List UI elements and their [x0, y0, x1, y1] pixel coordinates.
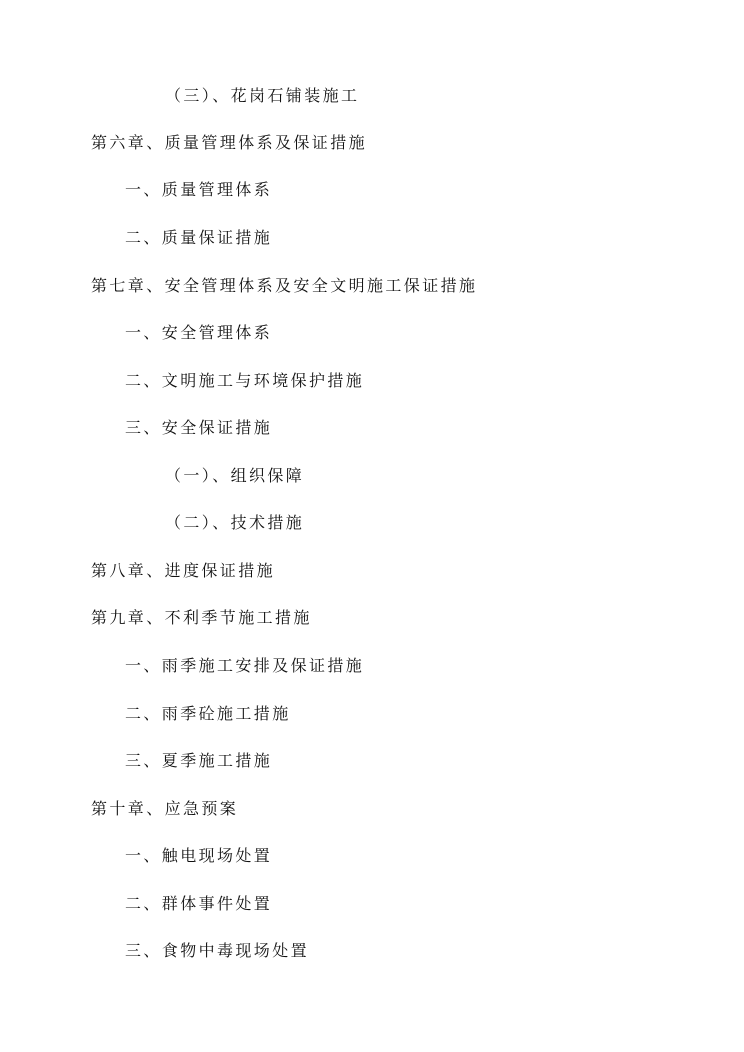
toc-section-quality-measures: 二、质量保证措施: [125, 228, 273, 247]
toc-subsection-granite-paving: （三）、花岗石铺装施工: [165, 86, 360, 105]
toc-section-rainy-season-concrete: 二、雨季砼施工措施: [125, 704, 291, 723]
toc-section-summer-construction: 三、夏季施工措施: [125, 751, 273, 770]
toc-chapter-9: 第九章、不利季节施工措施: [91, 608, 312, 627]
toc-subsection-organization: （一）、组织保障: [165, 466, 305, 485]
toc-chapter-7: 第七章、安全管理体系及安全文明施工保证措施: [91, 276, 478, 295]
toc-section-civilized-construction: 二、文明施工与环境保护措施: [125, 371, 365, 390]
toc-section-safety-measures: 三、安全保证措施: [125, 418, 273, 437]
toc-chapter-8: 第八章、进度保证措施: [91, 561, 276, 580]
toc-section-safety-system: 一、安全管理体系: [125, 323, 273, 342]
toc-chapter-10: 第十章、应急预案: [91, 799, 239, 818]
toc-subsection-technical: （二）、技术措施: [165, 513, 305, 532]
toc-section-quality-system: 一、质量管理体系: [125, 180, 273, 199]
toc-chapter-6: 第六章、质量管理体系及保证措施: [91, 133, 368, 152]
toc-section-food-poisoning: 三、食物中毒现场处置: [125, 941, 310, 960]
toc-section-electric-shock: 一、触电现场处置: [125, 846, 273, 865]
toc-section-rainy-season-plan: 一、雨季施工安排及保证措施: [125, 656, 365, 675]
toc-section-group-incident: 二、群体事件处置: [125, 894, 273, 913]
